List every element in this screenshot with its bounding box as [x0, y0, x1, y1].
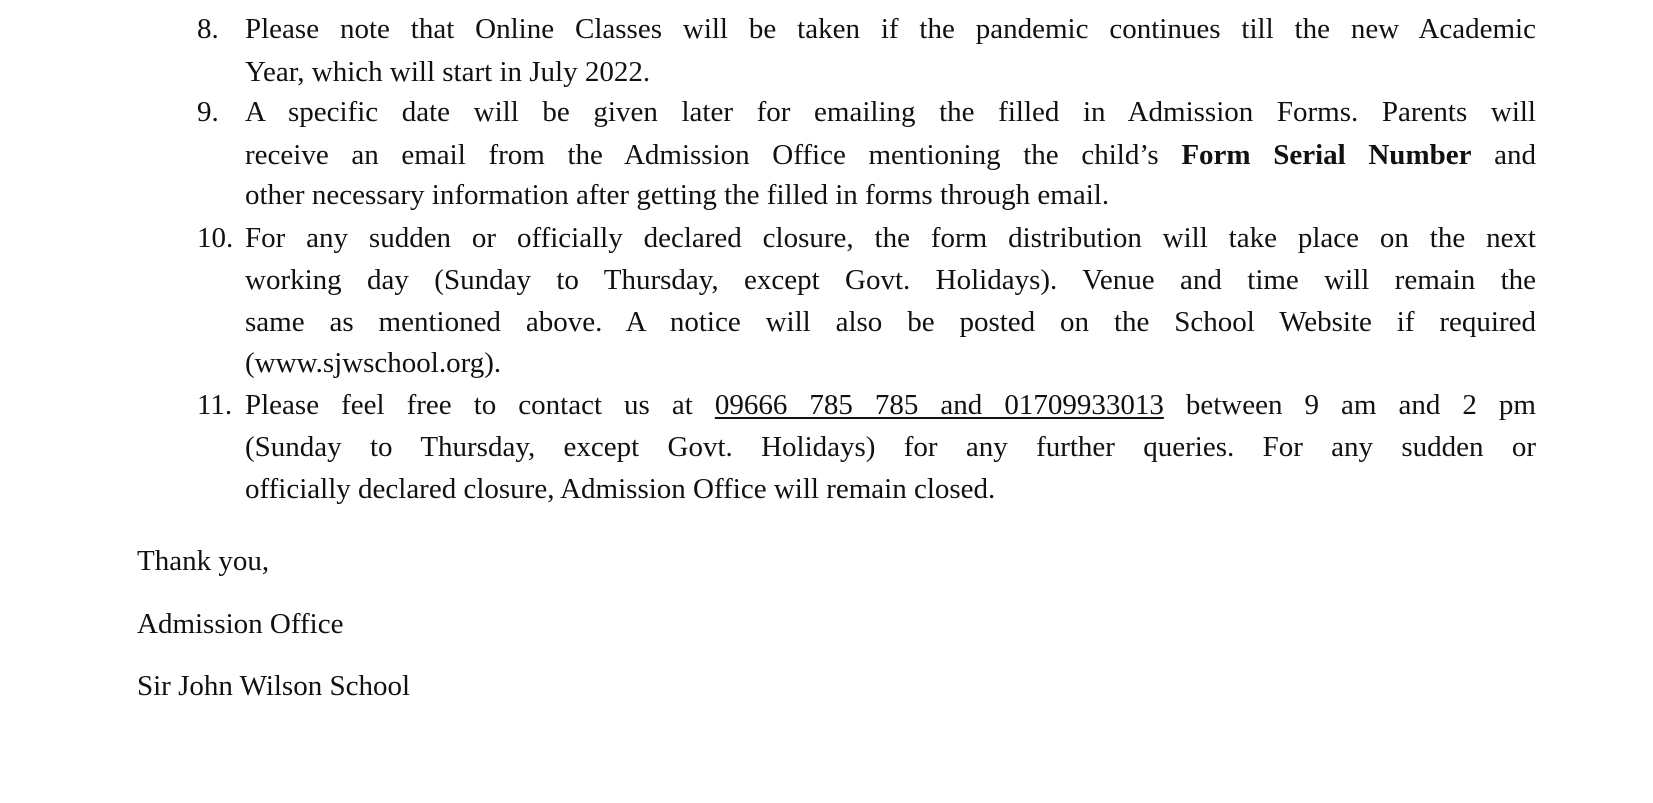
- line-text: between 9 am and 2 pm: [1163, 389, 1536, 421]
- list-item-line: For any sudden or officially declared closure, the form distribution will take place on the next: [245, 222, 1536, 254]
- closing-thanks: Thank you,: [137, 545, 270, 577]
- list-item-line: Year, which will start in July 2022.: [245, 56, 651, 88]
- form-serial-number-bold: Form Serial Number: [1181, 139, 1472, 171]
- phone-numbers: 09666 785 785 and 01709933013: [714, 389, 1164, 421]
- closing-school: Sir John Wilson School: [137, 670, 411, 702]
- list-item-line: Please note that Online Classes will be taken if the pandemic continues till the new Academic: [245, 13, 1536, 45]
- list-item-line: (Sunday to Thursday, except Govt. Holidays) for any further queries. For any sudden or: [245, 431, 1536, 463]
- list-number: 10.: [197, 222, 234, 254]
- list-item-line: other necessary information after getting the filled in forms through email.: [245, 179, 1110, 211]
- list-item-line: working day (Sunday to Thursday, except Govt. Holidays). Venue and time will remain the: [245, 264, 1536, 296]
- list-number: 9.: [197, 96, 219, 128]
- list-item-line: [245, 134, 1536, 176]
- list-item-line: [245, 384, 1536, 426]
- list-number: 11.: [197, 389, 233, 421]
- list-item-line: officially declared closure, Admission Office will remain closed.: [245, 473, 996, 505]
- line-text: Please feel free to contact us at: [245, 389, 715, 421]
- line-text: and: [1471, 139, 1536, 171]
- list-item-line: same as mentioned above. A notice will also be posted on the School Website if required: [245, 306, 1536, 338]
- list-item-line: (www.sjwschool.org).: [245, 347, 502, 379]
- list-item-line: A specific date will be given later for emailing the filled in Admission Forms. Parents will: [245, 96, 1536, 128]
- closing-office: Admission Office: [137, 608, 344, 640]
- list-number: 8.: [197, 13, 219, 45]
- line-text: receive an email from the Admission Office mentioning the child’s: [245, 139, 1182, 171]
